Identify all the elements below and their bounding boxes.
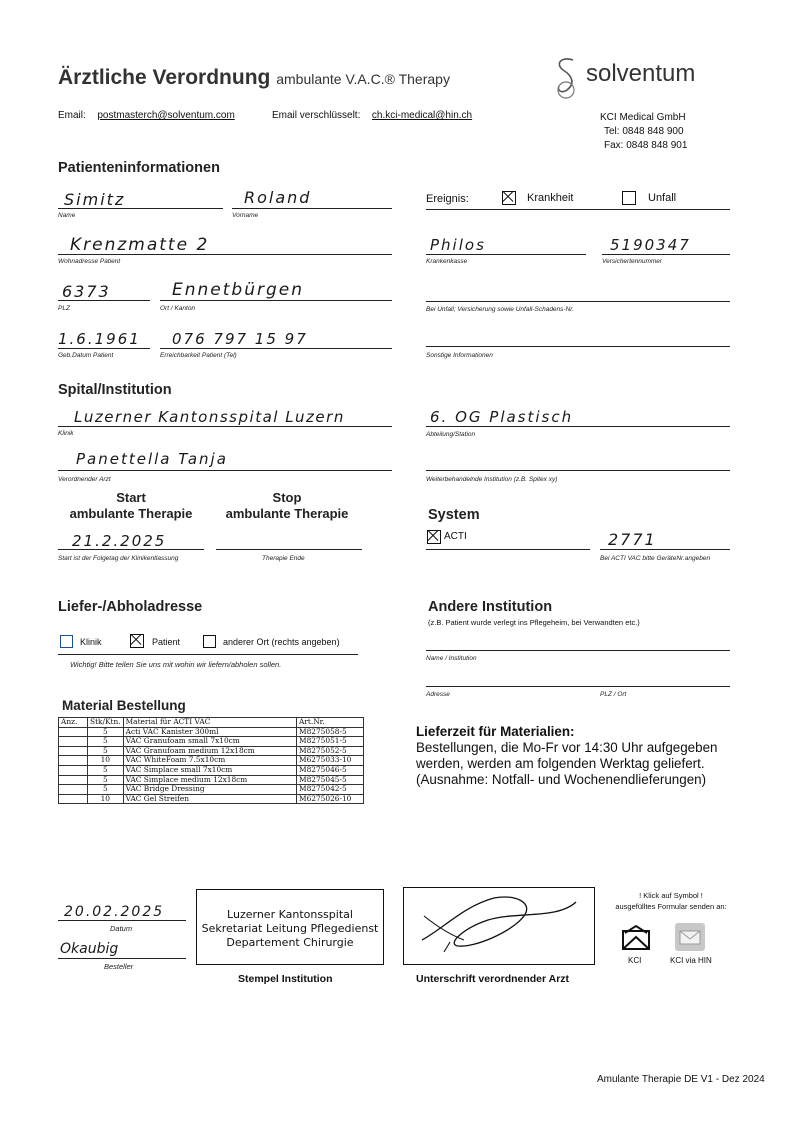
kci-label: KCI xyxy=(628,956,642,965)
ort-value[interactable]: Ennetbürgen xyxy=(172,280,304,300)
krankheit-label: Krankheit xyxy=(527,192,574,204)
andere-name-line xyxy=(426,650,730,651)
liefer-anderer-checkbox[interactable] xyxy=(203,635,216,648)
title-main: Ärztliche Verordnung xyxy=(58,66,271,89)
weiter-label: Weiterbehandelnde Institution (z.B. Spitex xy) xyxy=(426,476,558,483)
abteilung-line xyxy=(426,426,730,427)
email-link[interactable]: postmasterch@solventum.com xyxy=(97,110,235,121)
signature-icon xyxy=(404,888,594,964)
plz-line xyxy=(58,300,150,301)
material-name-cell: VAC Gel Streifen xyxy=(123,794,296,804)
start-date-value[interactable]: 21.2.2025 xyxy=(72,532,167,550)
besteller-value[interactable]: Okaubig xyxy=(60,941,119,957)
material-stk-cell: 5 xyxy=(88,775,124,785)
col-material: Material für ACTI VAC xyxy=(123,718,296,728)
datum-line xyxy=(58,920,186,921)
institution-section-title: Spital/Institution xyxy=(58,382,172,398)
material-stk-cell: 10 xyxy=(88,794,124,804)
arzt-value[interactable]: Panettella Tanja xyxy=(76,450,228,468)
unterschrift-label: Unterschrift verordnender Arzt xyxy=(416,973,570,985)
klinik-label: Klinik xyxy=(58,430,74,437)
material-art-cell: M8275051-5 xyxy=(297,737,364,747)
sonstige-line xyxy=(426,346,730,347)
material-name-cell: VAC Simplace medium 12x18cm xyxy=(123,775,296,785)
solventum-logo-icon xyxy=(551,54,581,102)
datum-value[interactable]: 20.02.2025 xyxy=(64,904,165,920)
company-fax: Fax: 0848 848 901 xyxy=(604,140,688,151)
vorname-line xyxy=(232,208,392,209)
name-line xyxy=(58,208,223,209)
material-anz-cell[interactable] xyxy=(59,737,88,747)
klick-line2: ausgefülltes Formular senden an: xyxy=(615,902,727,911)
stamp-box xyxy=(196,889,384,965)
krankheit-checkbox[interactable] xyxy=(502,191,516,205)
kci-hin-mail-button[interactable] xyxy=(674,922,706,952)
start-title: Start xyxy=(116,490,146,505)
material-table xyxy=(58,717,364,804)
material-anz-cell[interactable] xyxy=(59,727,88,737)
abteilung-label: Abteilung/Station xyxy=(426,431,476,438)
material-anz-cell[interactable] xyxy=(59,794,88,804)
kasse-value[interactable]: Philos xyxy=(430,236,486,254)
kci-mail-button[interactable] xyxy=(621,924,651,952)
stop-title: Stop xyxy=(272,490,302,505)
material-name-cell: Acti VAC Kanister 300ml xyxy=(123,727,296,737)
material-name-cell: VAC Bridge Dressing xyxy=(123,785,296,795)
stop-heading xyxy=(214,490,360,522)
klick-hint xyxy=(606,890,736,912)
plz-value[interactable]: 6373 xyxy=(62,282,111,301)
lieferzeit-title: Lieferzeit für Materialien: xyxy=(416,724,575,739)
plz-label: PLZ xyxy=(58,305,70,312)
material-anz-cell[interactable] xyxy=(59,765,88,775)
brand-name: solventum xyxy=(586,60,696,87)
liefer-anderer-label: anderer Ort (rechts angeben) xyxy=(223,637,340,647)
klick-line1: ! Klick auf Symbol ! xyxy=(639,891,703,900)
version-label: Amulante Therapie DE V1 - Dez 2024 xyxy=(597,1074,765,1085)
andere-adresse-line xyxy=(426,686,730,687)
andere-hint: (z.B. Patient wurde verlegt ins Pflegeheim, bei Verwandten etc.) xyxy=(428,618,640,627)
unfall-line xyxy=(426,301,730,302)
ereignis-line xyxy=(426,209,730,210)
material-row xyxy=(59,765,364,775)
material-art-cell: M8275042-5 xyxy=(297,785,364,795)
adresse-label: Wohnadresse Patient xyxy=(58,258,121,265)
besteller-line xyxy=(58,958,186,959)
unfall-info-label: Bei Unfall; Versicherung sowie Unfall-Schadens-Nr. xyxy=(426,306,574,313)
start-line xyxy=(58,549,204,550)
email-enc-label: Email verschlüsselt: xyxy=(272,110,361,121)
material-name-cell: VAC Simplace small 7x10cm xyxy=(123,765,296,775)
material-anz-cell[interactable] xyxy=(59,746,88,756)
col-anz: Anz. xyxy=(59,718,88,728)
company-name: KCI Medical GmbH xyxy=(600,112,686,123)
datum-label: Datum xyxy=(110,924,133,933)
stop-sub: ambulante Therapie xyxy=(225,506,349,521)
material-stk-cell: 5 xyxy=(88,746,124,756)
ereignis-label: Ereignis: xyxy=(426,193,469,205)
email-row xyxy=(58,110,235,121)
arzt-label: Verordnender Arzt xyxy=(58,476,111,483)
stamp-line1: Luzerner Kantonsspital xyxy=(227,908,353,921)
versnr-label: Versichertennummer xyxy=(602,258,663,265)
system-section-title: System xyxy=(428,507,480,523)
versnr-line xyxy=(602,254,730,255)
start-label: Start ist der Folgetag der Klinikentlassung xyxy=(58,555,179,562)
material-row xyxy=(59,794,364,804)
name-value[interactable]: Simitz xyxy=(64,190,126,209)
material-header-row xyxy=(59,718,364,728)
company-tel: Tel: 0848 848 900 xyxy=(604,126,684,137)
lieferzeit-block xyxy=(416,724,717,788)
klinik-value[interactable]: Luzerner Kantonsspital Luzern xyxy=(74,408,345,426)
material-art-cell: M8275045-5 xyxy=(297,775,364,785)
material-stk-cell: 5 xyxy=(88,765,124,775)
email-label: Email: xyxy=(58,110,86,121)
material-art-cell: M8275052-5 xyxy=(297,746,364,756)
adresse-line xyxy=(58,254,392,255)
signature-box xyxy=(403,887,595,965)
unfall-label: Unfall xyxy=(648,192,677,204)
sonstige-label: Sonstige Informationen xyxy=(426,352,493,359)
stop-line xyxy=(216,549,362,550)
geb-value[interactable]: 1.6.1961 xyxy=(58,330,141,348)
material-section-title: Material Bestellung xyxy=(62,698,186,713)
ende-label: Therapie Ende xyxy=(262,555,305,562)
versnr-value[interactable]: 5190347 xyxy=(610,236,691,254)
lieferzeit-line1: Bestellungen, die Mo-Fr vor 14:30 Uhr aufgegeben xyxy=(416,740,718,755)
material-name-cell: VAC Granufoam small 7x10cm xyxy=(123,737,296,747)
material-stk-cell: 5 xyxy=(88,785,124,795)
material-name-cell: VAC WhiteFoam 7.5x10cm xyxy=(123,756,296,766)
material-row xyxy=(59,737,364,747)
stamp-text xyxy=(197,908,383,950)
material-art-cell: M8275058-5 xyxy=(297,727,364,737)
acti-checkbox[interactable] xyxy=(427,530,441,544)
vorname-label: Vorname xyxy=(232,212,259,219)
andere-plz-label: PLZ / Ort xyxy=(600,691,627,698)
form-title xyxy=(58,66,450,90)
start-heading xyxy=(58,490,204,522)
andere-adresse-label: Adresse xyxy=(426,691,450,698)
envelope-icon xyxy=(621,924,651,952)
material-art-cell: M6275026-10 xyxy=(297,794,364,804)
besteller-label: Besteller xyxy=(104,962,134,971)
company-block xyxy=(600,111,687,153)
solventum-logo xyxy=(551,54,581,107)
lieferzeit-line2: werden, werden am folgenden Werktag geliefert. xyxy=(416,756,705,771)
geraet-label: Bei ACTI VAC bitte GeräteNr.angeben xyxy=(600,555,711,562)
arzt-line xyxy=(58,470,392,471)
stamp-line3: Departement Chirurgie xyxy=(226,936,354,949)
liefer-klinik-label: Klinik xyxy=(80,637,102,647)
tel-value[interactable]: 076 797 15 97 xyxy=(172,330,308,348)
adresse-value[interactable]: Krenzmatte 2 xyxy=(70,235,210,255)
start-sub: ambulante Therapie xyxy=(69,506,193,521)
kasse-line xyxy=(426,254,586,255)
patient-section-title: Patienteninformationen xyxy=(58,160,220,176)
col-stk: Stk/Ktn. xyxy=(88,718,124,728)
name-label: Name xyxy=(58,212,76,219)
liefer-section-title: Liefer-/Abholadresse xyxy=(58,599,203,615)
liefer-hinweis: Wichtig! Bitte teilen Sie uns mit wohin wir liefern/abholen sollen. xyxy=(70,660,282,669)
tel-label: Erreichbarkeit Patient (Tel) xyxy=(160,352,237,359)
acti-line xyxy=(426,549,590,550)
tel-line xyxy=(160,348,392,349)
material-stk-cell: 5 xyxy=(88,727,124,737)
weiter-line xyxy=(426,470,730,471)
material-art-cell: M6275033-10 xyxy=(297,756,364,766)
material-anz-cell[interactable] xyxy=(59,756,88,766)
andere-section-title: Andere Institution xyxy=(428,599,553,615)
liefer-patient-label: Patient xyxy=(152,637,181,647)
title-sub: ambulante V.A.C.® Therapy xyxy=(276,71,450,87)
stamp-line2: Sekretariat Leitung Pflegedienst xyxy=(201,922,379,935)
email-enc-link[interactable]: ch.kci-medical@hin.ch xyxy=(371,110,473,121)
liefer-line xyxy=(58,654,358,655)
lieferzeit-line3: (Ausnahme: Notfall- und Wochenendlieferungen) xyxy=(416,772,707,787)
material-name-cell: VAC Granufoam medium 12x18cm xyxy=(123,746,296,756)
stempel-label: Stempel Institution xyxy=(238,973,333,985)
col-art: Art.Nr. xyxy=(297,718,364,728)
ort-label: Ort / Kanton xyxy=(160,305,196,312)
material-art-cell: M8275046-5 xyxy=(297,765,364,775)
material-row xyxy=(59,785,364,795)
kasse-label: Krankenkasse xyxy=(426,258,468,265)
andere-name-label: Name / Institution xyxy=(426,655,477,662)
material-stk-cell: 5 xyxy=(88,737,124,747)
geb-line xyxy=(58,348,150,349)
unfall-checkbox[interactable] xyxy=(622,191,636,205)
material-anz-cell[interactable] xyxy=(59,775,88,785)
geraet-value[interactable]: 2771 xyxy=(608,530,657,549)
material-stk-cell: 10 xyxy=(88,756,124,766)
email-enc-row xyxy=(272,110,472,121)
hin-envelope-icon xyxy=(674,922,706,952)
klinik-line xyxy=(58,426,392,427)
liefer-patient-checkbox[interactable] xyxy=(130,634,144,648)
acti-label: ACTI xyxy=(444,531,467,542)
ort-line xyxy=(160,300,392,301)
geb-label: Geb.Datum Patient xyxy=(58,352,114,359)
geraet-line xyxy=(600,549,730,550)
vorname-value[interactable]: Roland xyxy=(244,188,312,207)
kci-hin-label: KCI via HIN xyxy=(670,956,712,965)
material-anz-cell[interactable] xyxy=(59,785,88,795)
liefer-klinik-checkbox[interactable] xyxy=(60,635,73,648)
abteilung-value[interactable]: 6. OG Plastisch xyxy=(430,408,574,426)
